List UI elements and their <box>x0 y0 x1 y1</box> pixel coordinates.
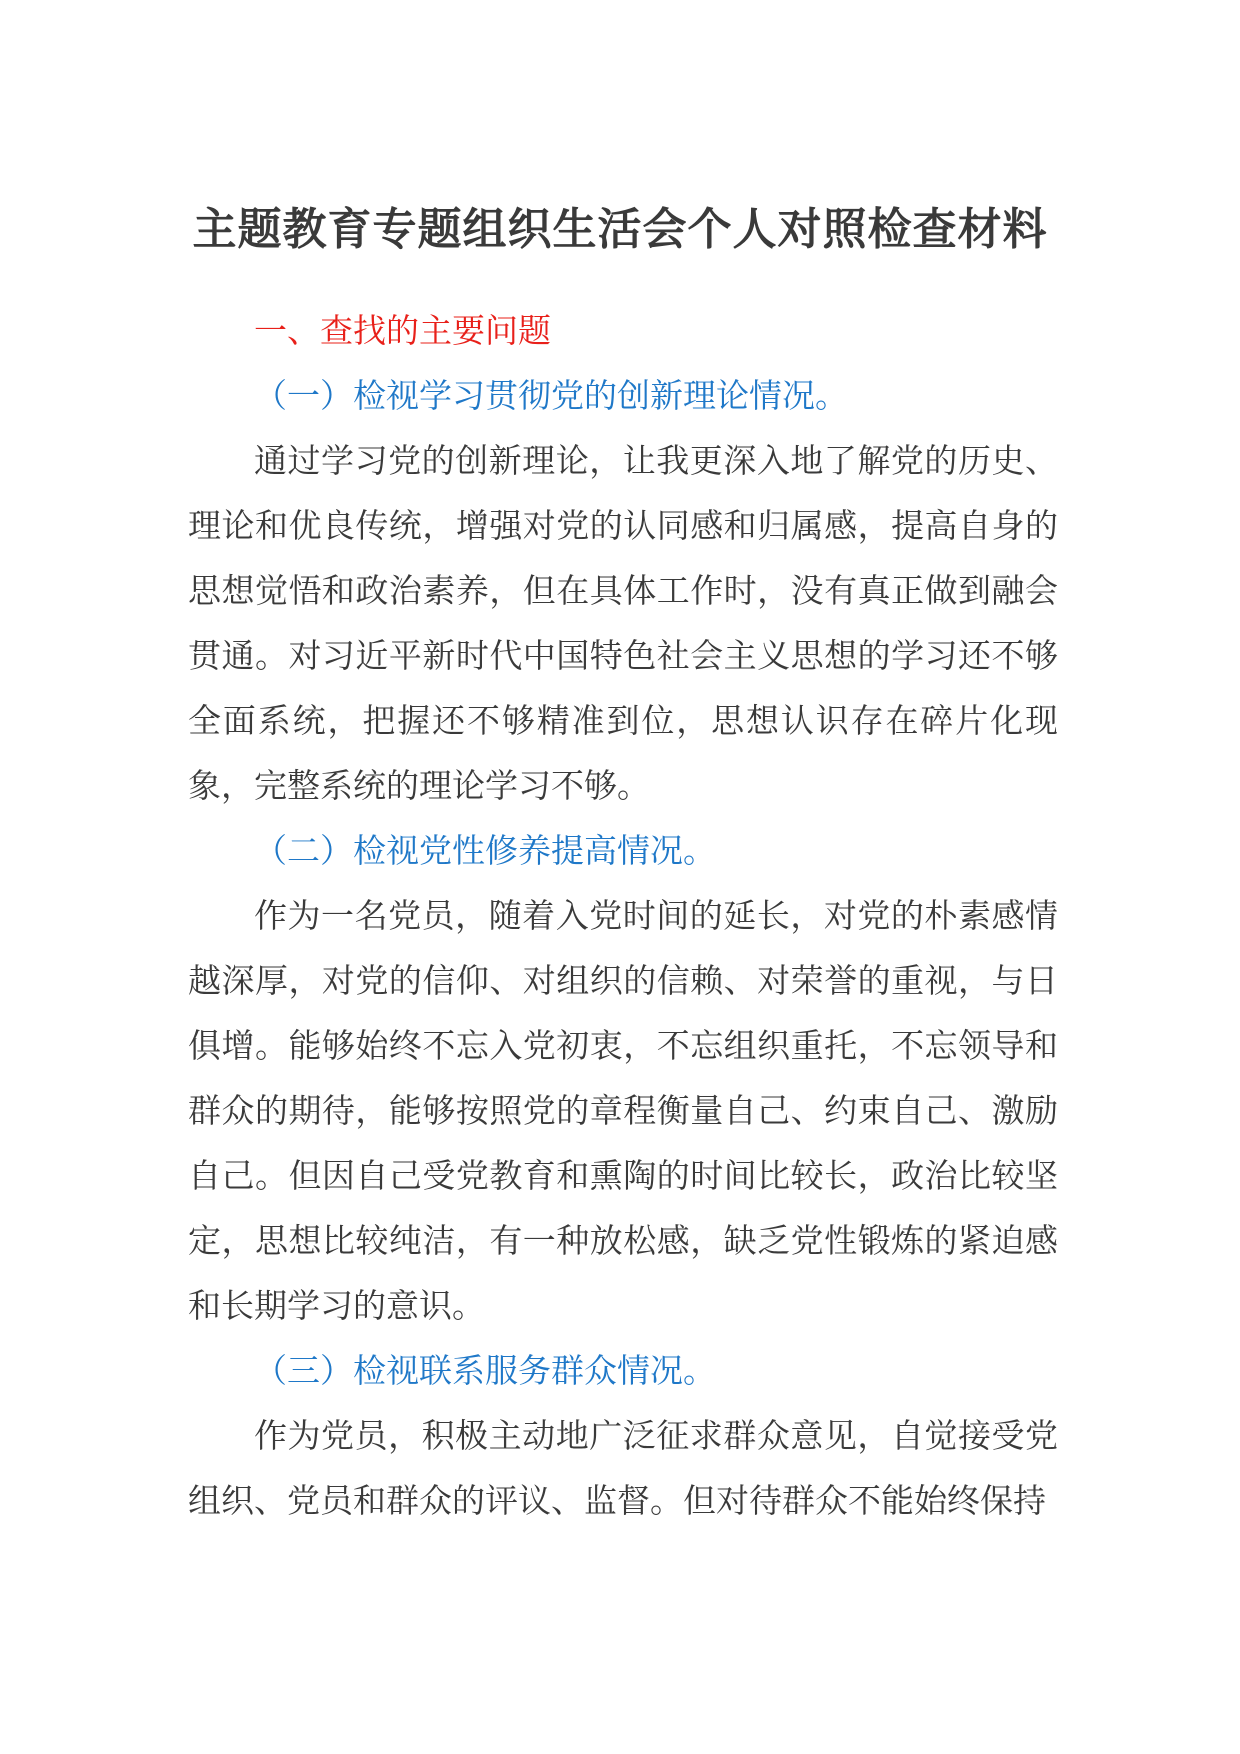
subsection-heading-2: （二）检视党性修养提高情况。 <box>254 831 716 870</box>
document-title: 主题教育专题组织生活会个人对照检查材料 <box>192 204 1048 255</box>
section-heading: 一、查找的主要问题 <box>254 311 551 350</box>
subsection-paragraph-1: 通过学习党的创新理论，让我更深入地了解党的历史、理论和优良传统，增强对党的认同感和归属感，提高自身的思想觉悟和政治素养，但在具体工作时，没有真正做到融会贯通。对习近平新时代中国特色社会主义思想的学习还不够全面系统，把握还不够精准到位，思想认识存在碎片化现象，完整系统的理论学习不够。 <box>188 441 1058 805</box>
document-body <box>188 298 1058 1533</box>
subsection-paragraph-2: 作为一名党员，随着入党时间的延长，对党的朴素感情越深厚，对党的信仰、对组织的信赖、对荣誉的重视，与日俱增。能够始终不忘入党初衷，不忘组织重托，不忘领导和群众的期待，能够按照党的章程衡量自己、约束自己、激励自己。但因自己受党教育和熏陶的时间比较长，政治比较坚定，思想比较纯洁，有一种放松感，缺乏党性锻炼的紧迫感和长期学习的意识。 <box>188 896 1058 1325</box>
subsection-heading-3: （三）检视联系服务群众情况。 <box>254 1351 716 1390</box>
subsection-heading-1: （一）检视学习贯彻党的创新理论情况。 <box>254 376 848 415</box>
subsection-paragraph-3: 作为党员，积极主动地广泛征求群众意见，自觉接受党组织、党员和群众的评议、监督。但对待群众不能始终保持 <box>188 1416 1058 1520</box>
